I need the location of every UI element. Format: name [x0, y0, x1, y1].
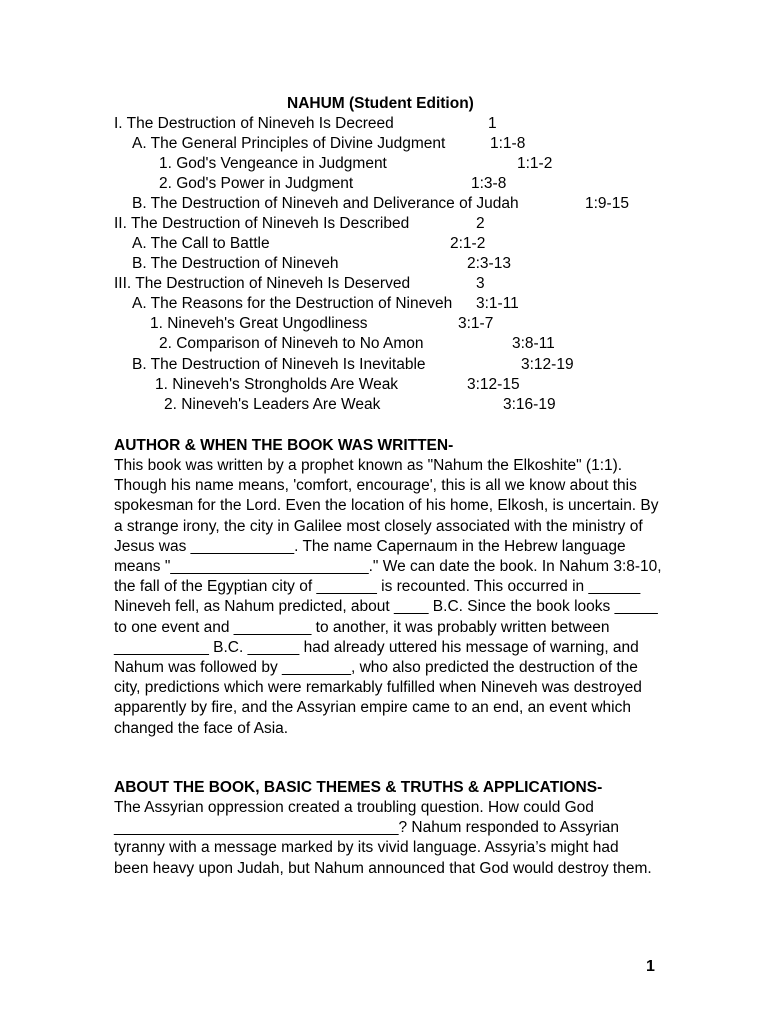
outline-item-text: 1. Nineveh's Strongholds Are Weak [155, 376, 399, 393]
outline-item-ref: 3:1-7 [458, 315, 494, 332]
outline-item-ref: 2:1-2 [450, 235, 486, 252]
outline-item-text: B. The Destruction of Nineveh Is Inevitable [132, 356, 426, 373]
outline-item-ref: 3:16-19 [503, 396, 556, 413]
outline-item-text: 2. Comparison of Nineveh to No Amon [159, 335, 424, 352]
outline-item-text: 1. God's Vengeance in Judgment [159, 155, 387, 172]
outline-item-text: III. The Destruction of Nineveh Is Deserved [114, 275, 411, 292]
author-section-heading: AUTHOR & WHEN THE BOOK WAS WRITTEN- [114, 437, 454, 454]
outline-item-ref: 3:1-11 [476, 295, 519, 312]
outline-item-ref: 1:1-2 [517, 155, 553, 172]
outline-item-ref: 1:1-8 [490, 135, 526, 152]
outline-item-ref: 3:8-11 [512, 335, 555, 352]
outline-item-text: B. The Destruction of Nineveh [132, 255, 339, 272]
outline-item-ref: 3:12-19 [521, 356, 574, 373]
outline-item-text: 2. Nineveh's Leaders Are Weak [164, 396, 381, 413]
outline-item-ref: 2:3-13 [467, 255, 511, 272]
outline-item-text: A. The Reasons for the Destruction of Nineveh [132, 295, 453, 312]
outline-item-ref: 1:9-15 [585, 195, 629, 212]
outline-item-text: A. The General Principles of Divine Judgment [132, 135, 446, 152]
outline-item-ref: 2 [476, 215, 485, 232]
outline-item-text: A. The Call to Battle [132, 235, 270, 252]
outline-item-ref: 1:3-8 [471, 175, 507, 192]
outline-item-text: I. The Destruction of Nineveh Is Decreed [114, 115, 394, 132]
outline-item-ref: 3:12-15 [467, 376, 520, 393]
outline-item-text: II. The Destruction of Nineveh Is Described [114, 215, 410, 232]
outline-item-text: 1. Nineveh's Great Ungodliness [150, 315, 368, 332]
themes-section-heading: ABOUT THE BOOK, BASIC THEMES & TRUTHS & APPLICATIONS- [114, 779, 603, 796]
page-number: 1 [646, 958, 655, 975]
outline-item-ref: 3 [476, 275, 485, 292]
outline-item-text: 2. God's Power in Judgment [159, 175, 354, 192]
author-section-body: This book was written by a prophet known as "Nahum the Elkoshite" (1:1). Though his name means, 'comfort, encourage', this is all we know about this spokesman for the Lord. Even the location of his home, Elkosh, is uncertain. By a strange irony, the city in Galilee most closely associated with the ministry of Jesus was ____________. The name Capernaum in the Hebrew language means "_______________________." We can date the book. In Nahum 3:8-10, the fall of the Egyptian city of _______ is recounted. This occurred in ______ Nineveh fell, as Nahum predicted, about ____ B.C. Since the book looks _____ to one event and _________ to another, it was probably written between ___________ B.C. ______ had already uttered his message of warning, and Nahum was followed by ________, who also predicted the destruction of the city, predictions which were remarkably fulfilled when Nineveh was destroyed apparently by fire, and the Assyrian empire came to an end, an event which changed the face of Asia. [114, 457, 662, 737]
page-title: NAHUM (Student Edition) [287, 95, 474, 112]
themes-section-body: The Assyrian oppression created a troubling question. How could God _________________________________? Nahum responded to Assyrian tyranny with a message marked by its vivid language. Assyria’s might had been heavy upon Judah, but Nahum announced that God would destroy them. [114, 799, 652, 877]
outline-item-text: B. The Destruction of Nineveh and Deliverance of Judah [132, 195, 519, 212]
outline-item-ref: 1 [488, 115, 497, 132]
